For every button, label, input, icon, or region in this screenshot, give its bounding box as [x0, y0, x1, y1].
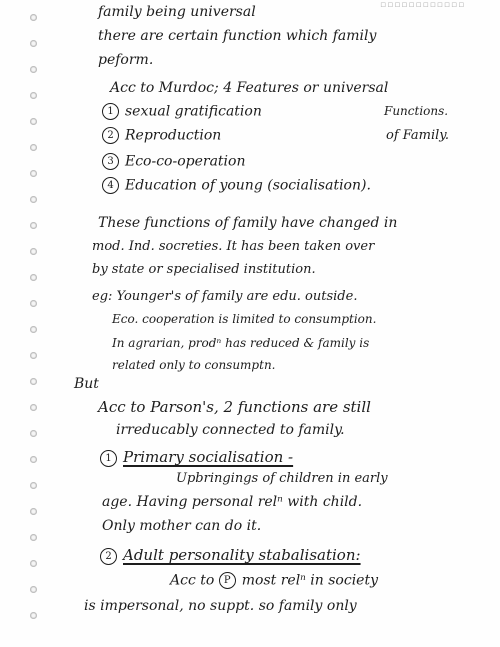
note-line: by state or specialised institution.: [92, 262, 316, 277]
note-list-item: 4 Education of young (socialisation).: [102, 177, 371, 194]
note-line: related only to consumptn.: [112, 358, 276, 372]
item-number-badge: 2: [100, 548, 117, 565]
note-line: age. Having personal relⁿ with child.: [102, 494, 363, 510]
note-list-item: 1 sexual gratification: [102, 103, 262, 120]
item-number-badge: 3: [102, 153, 119, 170]
note-line: peform.: [98, 52, 154, 68]
note-line: Acc to Murdoc; 4 Features or universal: [110, 80, 389, 96]
note-line: eg: Younger's of family are edu. outside.: [92, 289, 358, 304]
note-list-item: 3 Eco-co-operation: [102, 153, 245, 170]
note-line: Functions.: [384, 104, 449, 118]
note-line: Only mother can do it.: [102, 518, 262, 534]
note-line: is impersonal, no suppt. so family only: [84, 598, 357, 614]
inline-marker-badge: P: [219, 572, 236, 589]
note-list-item: 2 Reproduction: [102, 127, 221, 144]
binding-holes: [0, 0, 40, 647]
note-line: of Family.: [386, 128, 450, 143]
note-line: family being universal: [98, 4, 256, 20]
page-header-pattern: ▫▫▫▫▫▫▫▫▫▫▫▫: [380, 0, 466, 10]
item-number-badge: 4: [102, 177, 119, 194]
note-line: irreducably connected to family.: [116, 422, 345, 438]
note-list-item: 2 Adult personality stabalisation:: [100, 546, 361, 565]
note-line: mod. Ind. socreties. It has been taken over: [92, 239, 375, 254]
note-list-item: 1 Primary socialisation -: [100, 448, 293, 467]
note-line: These functions of family have changed in: [98, 215, 398, 231]
note-line: Acc to P most relⁿ in society: [170, 572, 378, 589]
note-line: But: [74, 376, 99, 392]
item-number-badge: 1: [100, 450, 117, 467]
note-line: Eco. cooperation is limited to consumption.: [112, 312, 377, 326]
item-number-badge: 1: [102, 103, 119, 120]
note-line: In agrarian, prodⁿ has reduced & family is: [112, 336, 370, 350]
item-number-badge: 2: [102, 127, 119, 144]
note-line: Upbringings of children in early: [176, 471, 388, 486]
note-line: there are certain function which family: [98, 28, 377, 44]
note-line: Acc to Parson's, 2 functions are still: [98, 398, 371, 416]
